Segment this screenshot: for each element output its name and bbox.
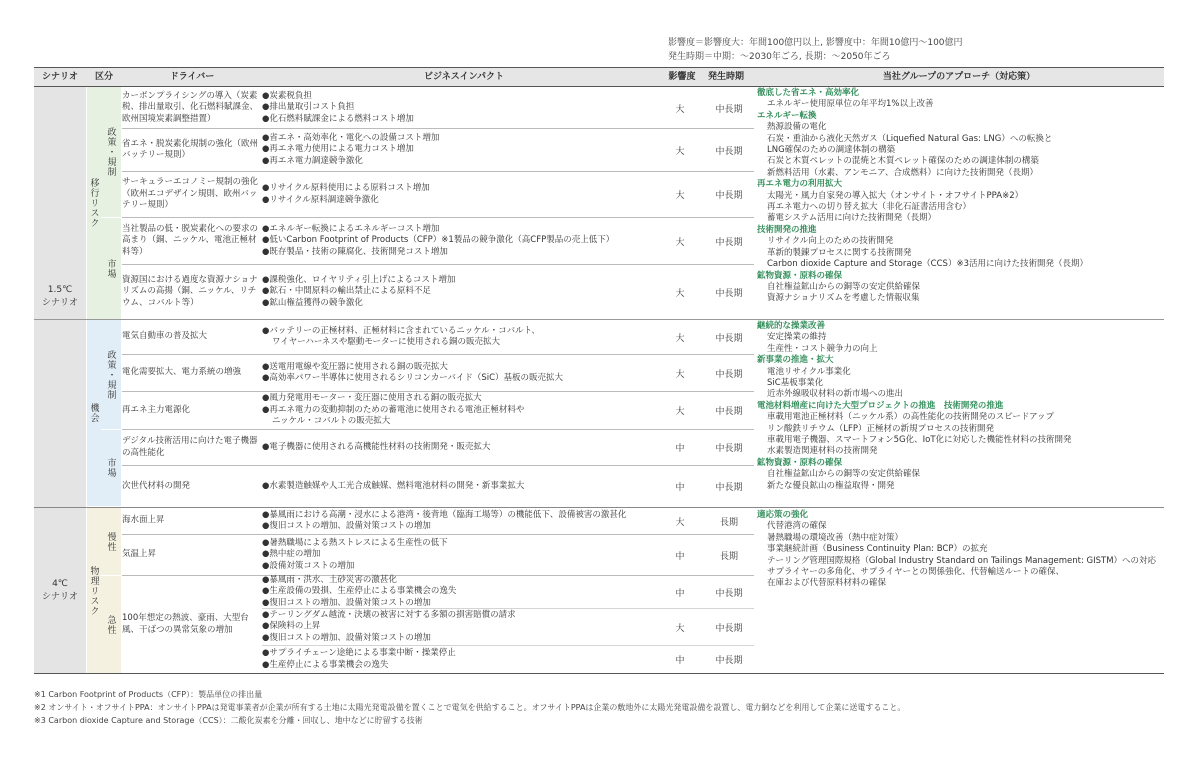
approach-item: 車載用電池正極材料（ニッケル系）の高性能化の技術開発のスピードアップ [767,412,1055,423]
degree-cell: 中 [675,656,685,666]
subcategory-market-opportunity [101,430,121,506]
driver-next-gen-materials: 次世代材料の開発 [122,480,191,491]
degree-cell: 大 [675,517,685,528]
footnote-2: ※2 オンサイト・オフサイトPPA：オンサイトPPAは発電事業者が企業が所有する土地に太陽光発電設備を置くことで電気を供給すること。オフサイトPPAは企業の敷地外に太陽光発電設備を設置し、電力網などを利用して企業に送電すること。 [34,703,906,712]
header-approach: 当社グループのアプローチ（対応策） [754,67,1164,87]
subcategory-policy-label: 政策・規制 [105,127,116,177]
impact-item: ●再エネ電力調達競争激化 [262,155,363,166]
approach-item: 自社権益鉱山からの銅等の安定供給確保 [767,469,921,480]
approach-item: 生産性・コスト競争力の向上 [767,343,878,354]
impact-item: ●炭素税負担 [262,90,312,101]
degree-cell: 大 [675,623,685,634]
header-impact: ビジネスインパクト [262,67,666,87]
timing-cell: 中長期 [715,623,743,634]
category-transition-risk-label: 移行リスク [88,178,99,228]
legend [668,36,963,64]
category-transition-risk [87,87,101,319]
impact-extreme-weather-disaster [262,576,680,608]
legend-timing-definition: 発生時期＝中期：〜2030年ごろ, 長期：〜2050年ごろ [668,52,891,62]
impact-item: ●既存製品・技術の陳腐化、技術開発コスト増加 [262,246,448,257]
degree-cell: 中 [675,551,685,562]
impact-extreme-weather-tailings [262,609,680,645]
degree-cell: 大 [675,104,685,115]
driver-renewable-mainstream: 再エネ主力電源化 [122,404,191,415]
subcategory-market-transition [101,218,121,319]
impact-ev-adoption [262,320,680,354]
impact-item: ●鉱山権益獲得の競争激化 [262,297,363,308]
approach-heading: 徹底した省エネ・高効率化 [757,88,860,98]
footnotes [34,688,905,727]
approach-item: 革新的製錬プロセスに関する技術開発 [767,247,912,258]
timing-cell: 中長期 [715,444,743,454]
driver-resource-nationalism: 資源国における過度な資源ナショナリズムの高揚（銅、ニッケル、リチウム、コバルト等） [122,274,258,308]
approach-physical-risk [757,510,1177,590]
impact-renewable-mainstream [262,392,680,429]
driver-temperature-rise: 気温上昇 [122,549,157,560]
approach-item: 代替港湾の確保 [767,521,827,532]
impact-item: ●生産設備の毀損、生産停止による事業機会の逸失 [262,586,457,597]
timing-cell: 中長期 [715,146,743,157]
approach-item: 近赤外線吸収材料の新市場への進出 [767,389,904,400]
timing-cell: 長期 [719,517,738,528]
approach-item: 太陽光・風力自家発の導入拡大（オンサイト・オフサイトPPA※2） [767,190,1024,201]
approach-heading: エネルギー転換 [757,110,817,121]
category-opportunity [87,320,101,506]
impact-item: ●リサイクル原料使用による原料コスト増加 [262,183,430,193]
impact-circular-economy [262,172,680,217]
approach-item: 新燃料活用（水素、アンモニア、合成燃料）に向けた技術開発（長期） [767,167,1038,178]
impact-item: ●暴風雨における高潮・浸水による港湾・後背地（臨海工場等）の機能低下、設備被害の激甚化 [262,509,627,520]
approach-heading: 新事業の推進・拡大 [757,355,834,366]
subcategory-market2-label: 市場 [105,458,116,478]
degree-cell: 大 [675,288,685,299]
driver-extreme-weather: 100年想定の熱波、豪雨、大型台風、干ばつの異常気象の増加 [122,613,249,635]
approach-item: リサイクル向上のための技術開発 [767,236,894,247]
approach-item: 石炭・重油から液化天然ガス（Liquefied Natural Gas: LNG）への転換と [767,133,1053,144]
degree-cell: 大 [675,146,685,157]
impact-item: ●テーリングダム越流・決壊の被害に対する多額の損害賠償の請求 [262,609,516,620]
approach-item: 新たな優良鉱山の権益取得・開発 [767,480,895,491]
impact-item: ●リサイクル原料調達競争激化 [262,194,379,205]
driver-ev-adoption: 電気自動車の普及拡大 [122,331,208,342]
driver-carbon-pricing: カーボンプライシングの導入（炭素税、排出量取引、化石燃料賦課金、欧州国境炭素調整措置） [122,90,259,124]
impact-item: ●再エネ電力の変動抑制のための蓄電池に使用される電池正極材料や [262,404,525,415]
subcategory-acute-label: 急性 [105,614,116,635]
timing-cell: 中長期 [715,288,743,299]
impact-item: ●水素製造触媒や人工光合成触媒、燃料電池材料の開発・新事業拡大 [262,480,525,491]
timing-cell: 中長期 [715,237,743,248]
impact-sea-level-rise [262,508,680,534]
scenario-4c-label: シナリオ [42,591,78,602]
approach-heading: 再エネ電力の利用拡大 [757,179,843,190]
approach-item: 再エネ電力への切り替え拡大（非化石証書活用含む） [767,202,972,213]
impact-decarbonized-products [262,218,680,264]
approach-item: サプライヤーの多角化、サプライヤーとの関係強化、代替輸送ルートの確保、 [767,567,1064,578]
scenario-1-5c [34,87,86,507]
impact-item: ●暑熱職場による熱ストレスによる生産性の低下 [262,537,448,548]
degree-cell: 大 [675,333,685,344]
impact-next-gen-materials [262,466,680,507]
subcategory-acute [101,576,121,673]
risk-opportunity-table [34,67,1164,679]
impact-item: ●復旧コストの増加、設備対策コストの増加 [262,597,431,608]
approach-item: 事業継続計画（Business Continuity Plan: BCP）の拡充 [767,544,988,555]
scenario-1-5c-label: シナリオ [42,298,78,308]
impact-item: ●課税強化、ロイヤリティ引上げによるコスト増加 [262,274,456,285]
approach-item: 暑熱職場の環境改善（熱中症対策） [767,532,904,543]
impact-item: ●復旧コストの増加、設備対策コストの増加 [262,632,431,643]
approach-item: 蓄電システム活用に向けた技術開発（長期） [767,213,937,224]
degree-cell: 大 [675,369,685,380]
driver-electrification-demand: 電化需要拡大、電力系統の増強 [122,367,242,378]
approach-heading: 電池材料増産に向けた大型プロジェクトの推進 技術開発の推進 [757,400,1004,411]
degree-cell: 大 [675,407,685,417]
degree-cell: 中 [675,483,685,493]
approach-item: 資源ナショナリズムを考慮した情報収集 [767,293,920,304]
impact-item: ●低いCarbon Footprint of Products（CFP）※1製品の競争激化（高CFP製品の売上低下） [262,235,615,246]
scenario-1-5c-temp: 1.5℃ [47,285,73,295]
subcategory-policy-opportunity [101,320,121,429]
approach-heading: 適応策の強化 [757,510,809,520]
approach-transition-risk [757,88,1177,305]
header-timing: 発生時期 [698,67,754,87]
approach-item: SiC基板事業化 [767,378,824,389]
timing-cell: 中長期 [715,104,743,115]
approach-item: テーリング管理国際規格（Global Industry Standard on Tailings Management: GISTM）への対応 [767,555,1157,566]
impact-temperature-rise [262,535,680,575]
subcategory-chronic [101,508,121,575]
approach-item: 石炭と木質ペレットの混焼と木質ペレット確保のための調達体制の構築 [767,156,1039,167]
impact-item: ●省エネ・高効率化・電化への設備コスト増加 [262,132,440,143]
degree-cell: 大 [675,237,685,248]
impact-item: ●バッテリーの正極材料、正極材料に含まれているニッケル・コバルト、 [262,325,540,336]
degree-cell: 中 [675,588,685,599]
approach-heading: 鉱物資源・原料の確保 [757,457,843,468]
impact-item: ●高効率パワー半導体に使用されるシリコンカーバイド（SiC）基板の販売拡大 [262,373,564,383]
timing-cell: 中長期 [715,191,743,201]
category-physical-risk [87,508,101,673]
impact-item: ●サプライチェーン途絶による事業中断・操業停止 [262,648,456,658]
timing-cell: 中長期 [715,333,743,344]
impact-item: ●化石燃料賦課金による燃料コスト増加 [262,113,414,124]
impact-item: ●暴風雨・洪水、土砂災害の激甚化 [262,574,397,585]
approach-item: Carbon dioxide Capture and Storage（CCS）※3活用に向けた技術開発（長期） [767,259,1088,270]
impact-item: ●復旧コストの増加、設備対策コストの増加 [262,521,431,531]
category-physical-risk-label: 物理リスク [88,565,99,616]
impact-item: ●排出量取引コスト負担 [262,102,355,113]
header-degree: 影響度 [666,67,698,87]
header-category: 区分 [86,67,122,87]
subcategory-chronic-label: 慢性 [105,531,116,552]
approach-item: 在庫および代替原料材料の確保 [767,578,887,589]
impact-resource-nationalism [262,265,680,319]
driver-sea-level-rise: 海水面上昇 [122,515,165,526]
impact-extreme-weather-supply-chain [262,646,680,673]
impact-item: ●エネルギー転換によるエネルギーコスト増加 [262,223,440,234]
approach-heading: 継続的な操業改善 [757,321,826,331]
impact-item: ●送電用電線や変圧器に使用される銅の販売拡大 [262,361,448,372]
header-driver: ドライバー [122,67,262,87]
degree-cell: 中 [675,444,685,454]
category-opportunity-label: 機会 [88,403,99,423]
impact-item: ワイヤーハーネスや駆動モーターに使用される銅の販売拡大 [272,337,501,347]
header-scenario: シナリオ [34,67,86,87]
approach-item: 自社権益鉱山からの銅等の安定供給確保 [767,281,921,292]
approach-heading: 鉱物資源・原料の確保 [757,270,843,281]
scenario-4c-temp: 4℃ [52,578,68,589]
approach-item: 電池リサイクル事業化 [767,366,851,377]
timing-cell: 中長期 [715,656,743,666]
impact-item: ●生産停止による事業機会の逸失 [262,659,389,670]
scenario-4c [34,508,86,673]
impact-item: ●保険料の上昇 [262,621,321,632]
subcategory-policy-transition [101,87,121,217]
driver-decarbonized-products: 当社製品の低・脱炭素化への要求の高まり（銅、ニッケル、電池正極材料等） [122,223,259,257]
driver-digital-electronics: デジタル技術活用に向けた電子機器の高性能化 [122,436,258,458]
impact-digital-electronics [262,430,680,465]
timing-cell: 中長期 [715,407,743,417]
impact-carbon-pricing [262,88,680,128]
approach-opportunity [757,321,1177,492]
timing-cell: 中長期 [715,369,743,380]
impact-item: ●鉱石・中間原料の輸出禁止による原料不足 [262,286,431,297]
approach-item: 水素製造関連材料の技術開発 [767,446,878,457]
impact-item: ●設備対策コストの増加 [262,560,355,571]
timing-cell: 中長期 [715,483,743,493]
impact-item: ●再エネ電力使用による電力コスト増加 [262,144,414,155]
table-bottom-border [34,673,1164,674]
footnote-3: ※3 Carbon dioxide Capture and Storage（CCS）：二酸化炭素を分離・回収し、地中などに貯留する技術 [34,716,423,725]
approach-item: 熱源設備の電化 [767,122,827,133]
impact-item: ●風力発電用モーター・変圧器に使用される銅の販売拡大 [262,393,482,404]
impact-electrification-demand [262,355,680,391]
approach-item: 安定操業の維持 [767,332,827,343]
footnote-1: ※1 Carbon Footprint of Products（CFP）：製品単位の排出量 [34,690,263,699]
approach-heading: 技術開発の推進 [757,224,817,235]
timing-cell: 中長期 [715,588,743,599]
approach-item: エネルギー使用原単位の年平均1%以上改善 [767,99,934,110]
timing-cell: 長期 [719,551,738,562]
legend-impact-definition: 影響度＝影響度大：年間100億円以上, 影響度中：年間10億円〜100億円 [668,38,963,48]
degree-cell: 大 [675,191,685,201]
approach-item: 車載用電子機器、スマートフォン5G化、IoT化に対応した機能性材料の技術開発 [767,435,1072,446]
approach-item: LNG確保のための調達体制の構築 [767,145,896,156]
subcategory-policy2-label: 政策・規制 [105,349,116,400]
impact-item: ●電子機器に使用される高機能性材料の技術開発・販売拡大 [262,441,491,452]
impact-item: ニッケル・コバルトの販売拡大 [272,416,391,427]
approach-item: リン酸鉄リチウム（LFP）正極材の新規プロセスの技術開発 [767,423,994,434]
impact-item: ●熱中症の増加 [262,549,321,560]
driver-energy-saving-regulation: 省エネ・脱炭素化規制の強化（欧州バッテリー規則） [122,138,259,160]
subcategory-market-label: 市場 [105,258,116,279]
driver-circular-economy: サーキュラーエコノミー規制の強化（欧州エコデザイン規則、欧州バッテリー規則） [122,177,259,211]
impact-energy-saving-regulation [262,129,680,171]
